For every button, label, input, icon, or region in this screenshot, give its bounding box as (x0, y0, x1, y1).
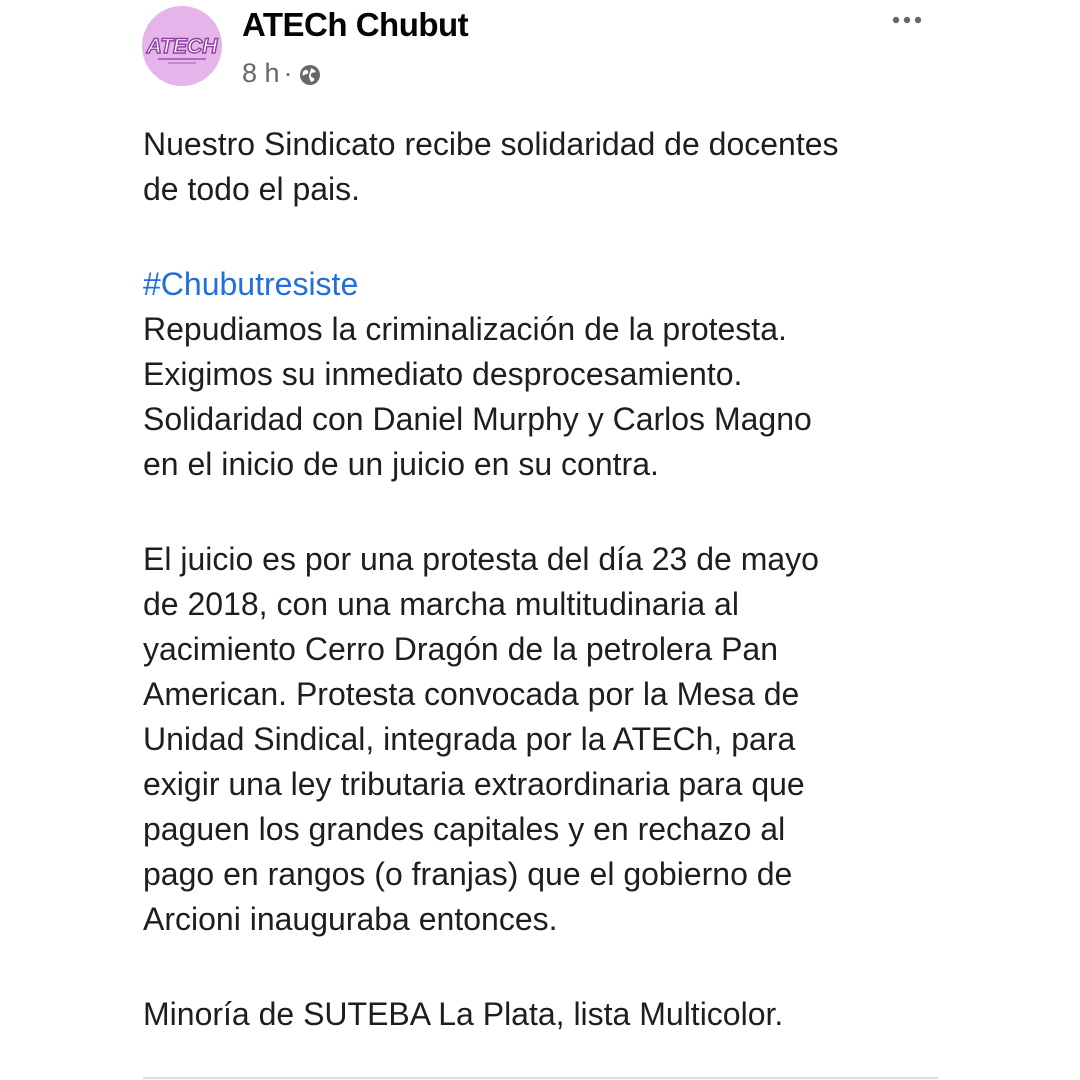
globe-icon[interactable] (299, 64, 321, 86)
paragraph-gap (143, 212, 1003, 262)
message-line: exigir una ley tributaria extraordinaria para que (143, 766, 805, 802)
page-name-link[interactable]: ATECh Chubut (242, 6, 469, 43)
logo-text: ATECH (146, 35, 218, 58)
atech-logo (142, 6, 222, 86)
message-line: Repudiamos la criminalización de la protesta. (143, 311, 787, 347)
post-timestamp[interactable]: 8 h (242, 58, 280, 88)
message-line: yacimiento Cerro Dragón de la petrolera Pan (143, 631, 778, 667)
message-line: Arcioni inauguraba entonces. (143, 901, 558, 937)
message-line: pago en rangos (o franjas) que el gobierno de (143, 856, 793, 892)
paragraph-gap (143, 942, 1003, 992)
message-line: paguen los grandes capitales y en rechazo al (143, 811, 786, 847)
message-line: Minoría de SUTEBA La Plata, lista Multicolor. (143, 996, 784, 1032)
message-line: de todo el pais. (143, 171, 361, 207)
message-line: Nuestro Sindicato recibe solidaridad de docentes (143, 126, 839, 162)
post-meta (242, 58, 321, 89)
meta-separator: · (283, 58, 293, 88)
post-divider (143, 1077, 938, 1079)
message-line: Exigimos su inmediato desprocesamiento. (143, 356, 743, 392)
hashtag-link[interactable]: #Chubutresiste (143, 266, 359, 302)
message-line: en el inicio de un juicio en su contra. (143, 446, 659, 482)
paragraph-gap (143, 487, 1003, 537)
message-line: American. Protesta convocada por la Mesa de (143, 676, 800, 712)
post-message (143, 122, 1003, 1037)
message-line: de 2018, con una marcha multitudinaria al (143, 586, 739, 622)
page-avatar[interactable] (142, 6, 222, 86)
message-line: Unidad Sindical, integrada por la ATECh, para (143, 721, 796, 757)
message-line: Solidaridad con Daniel Murphy y Carlos Magno (143, 401, 812, 437)
more-options-icon[interactable] (888, 8, 928, 32)
message-line: El juicio es por una protesta del día 23 de mayo (143, 541, 819, 577)
